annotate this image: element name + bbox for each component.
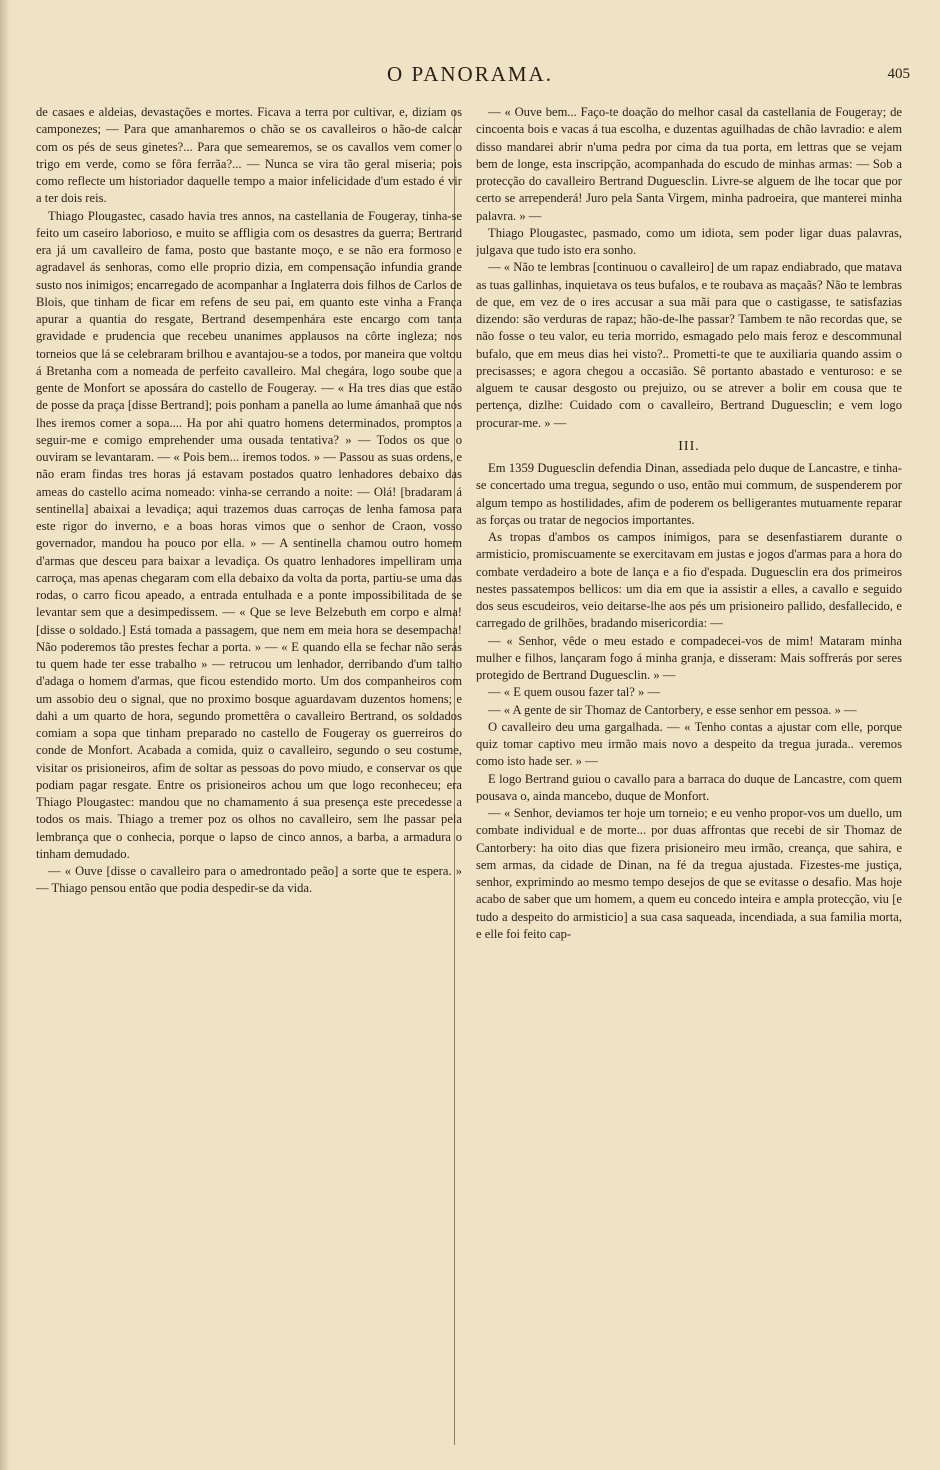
running-title: O PANORAMA. — [387, 62, 553, 86]
paragraph: de casaes e aldeias, devastações e mortes. Ficava a terra por cultivar, e, diziam os camponezes; — Para que amanharemos o chão se os cavalleiros o hão-de calcar com os pés de seus ginetes?... Para que semearemos, se os cavallos vem comer o trigo em verde, como se fôra ferrãa?... — Nunca se vira tão geral miseria; pois como reflecte um historiador daquelle tempo a maior infelicidade d'um estado é vir a ter dois reis. — [36, 105, 462, 206]
paragraph: — « Ouve [disse o cavalleiro para o amedrontado peão] a sorte que te espera. » — Thiago pensou então que podia despedir-se da vida. — [36, 864, 462, 896]
page-edge-shadow — [0, 0, 10, 1470]
paragraph: — « A gente de sir Thomaz de Cantorbery, e esse senhor em pessoa. » — — [488, 702, 857, 717]
text-columns — [36, 104, 904, 1454]
paragraph: — « E quem ousou fazer tal? » — — [488, 685, 661, 700]
paragraph: E logo Bertrand guiou o cavallo para a barraca do duque de Lancastre, com quem pousava o, ainda mancebo, duque de Monfort. — [476, 771, 902, 803]
paragraph: — « Senhor, deviamos ter hoje um torneio; e eu venho propor-vos um duello, um combate individual e de morte... por duas affrontas que recebi de sir Thomaz de Cantorbery: ha oito dias que fizera prisioneiro meu irmão, creança, que sahira, e sem armas, da cidade de Dinan, na fé da tregua ajustada. Fizestes-me justiça, senhor, exprimindo ao mesmo tempo desejos de que se evitasse o desafio. Mas hoje acabo de saber que um homem, a quem eu concedo inteira e ampla protecção, viu [e tudo a despeito do armisticio] a sua casa saqueada, incendiada, a sua familia morta, e elle foi feito cap- — [476, 806, 902, 941]
right-column — [476, 104, 902, 1454]
page-number: 405 — [887, 66, 910, 82]
paragraph: As tropas d'ambos os campos inimigos, para se desenfastiarem durante o armisticio, promiscuamente se exercitavam em justas e jogos d'armas para a hora do combate verdadeiro a bote de lança e a fio d'espada. Duguesclin era dos primeiros nestes passatempos bellicos: um dia em que ia assistir a elles, a cavallo e seguido dos seus escudeiros, veio deitarse-lhe aos pés um prisioneiro pallido, desfallecido, e carregado de grilhões, bradando misericordia: — — [476, 530, 902, 631]
left-column — [36, 104, 462, 1454]
paragraph: Em 1359 Duguesclin defendia Dinan, assediada pelo duque de Lancastre, e tinha-se concertado uma tregua, segundo o uso, então mui commum, de suspenderem por algum tempo as hostilidades, afim de poderem os belligerantes mutuamente reparar as forças ou tratar de negocios importantes. — [476, 461, 902, 527]
paragraph: — « Não te lembras [continuou o cavalleiro] de um rapaz endiabrado, que matava as tuas gallinhas, inquietava os teus bufalos, e te roubava as maçaãs? Não te lembras de que, em vez de o ires accusar a sua mãi para que o castigasse, te satisfazias dizendo: são verduras de rapaz; hão-de-lhe passar? Tambem te não recordas que, se não fosse o teu valor, eu teria morrido, esmagado pelo mais feroz e descommunal bufalo, que em meus dias hei visto?.. Prometti-te que te auxiliaria quando assim o precisasses; e agora chegou a occasião. Sê portanto abastado e venturoso: e se alguem te causar desgosto ou prejuizo, ou se atrever a bolir em cousa que te pertença, dizlhe: Cuidado com o cavalleiro, Bertrand Duguesclin; e vem logo procurar-me. » — — [476, 260, 902, 430]
paragraph: Thiago Plougastec, pasmado, como um idiota, sem poder ligar duas palavras, julgava que tudo isto era sonho. — [476, 225, 902, 257]
paragraph: O cavalleiro deu uma gargalhada. — « Tenho contas a ajustar com elle, porque quiz tomar captivo meu irmão mais novo a despeito da tregua jurada.. veremos como isto hade ser. » — — [476, 719, 902, 769]
paragraph: — « Senhor, vêde o meu estado e compadecei-vos de mim! Mataram minha mulher e filhos, lançaram fogo á minha granja, e disseram: Mais soffrerás por seres protegido de Bertrand Duguesclin. » — — [476, 633, 902, 682]
paragraph: — « Ouve bem... Faço-te doação do melhor casal da castellania de Fougeray; de cincoenta bois e vacas á tua escolha, e duzentas aguilhadas de chão lavradio: e alem disso mandarei abrir n'uma pedra por cima da tua porta, em lettras que se vejam bem de longe, esta inscripção, acompanhada do escudo de minhas armas: — Sob a protecção do cavalleiro Bertrand Duguesclin. Livre-se alguem de lhe tocar que por certo se arrependerá! Juro pela Santa Virgem, minha padroeira, que manterei minha palavra. » — — [476, 105, 902, 223]
section-heading: III. — [678, 438, 700, 454]
page-header — [30, 58, 910, 94]
paragraph: Thiago Plougastec, casado havia tres annos, na castellania de Fougeray, tinha-se feito um caseiro laborioso, e muito se affligia com os desastres da guerra; Bertrand era já um cavalleiro de fama, posto que bastante moço, e se não era formoso e agradavel ás senhoras, como elle proprio dizia, em compensação infundia grande susto nos inimigos; encarregado de acompanhar a Inglaterra dois filhos de Carlos de Blois, que tinham de ficar em refens de seu pai, em quanto este vinha a França apurar a quantia do resgate, Bertrand desempenhára este encargo com tanta gravidade e prudencia que recebeu unanimes applausos na côrte ingleza; nos torneios que lá se celebraram brilhou e avantajou-se a todos, por maneira que voltou á Bretanha com a nomeada de perfeito cavalleiro. Mal chegára, logo soube que a gente de Monfort se apossára do castello de Fougeray. — « Ha tres dias que estão de posse da praça [disse Bertrand]; pois ponham a panella ao lume ámanhaã que nós lhes iremos comer a sopa.... Ha por ahi quatro homens determinados, promptos a seguir-me e comigo emprehender uma ousada tentativa? » — Todos os que o ouviram se levantaram. — « Pois bem... iremos todos. » — Passou as suas ordens, e não eram findas tres horas já estavam postados quatro lenhadores debaixo das ameas do castello acima nomeado: vinha-se cerrando a noite: — Olá! [bradaram á sentinella] abaixai a levadiça; aqui trazemos duas carroças de lenha famosa para este rigor do inverno, e a boas horas vimos que o senhor de Craon, vosso governador, mandou ha pouco por ella. » — A sentinella chamou outro homem d'armas que desceu para baixar a levadiça. Os quatro lenhadores impelliram uma carroça, mas apenas chegaram com ella debaixo da volta da porta, partiu-se uma das rodas, o carro ficou apeado, a entrada entulhada e a ponte impossibilitada de se levantar sem que a desimpedissem. — « Que se leve Belzebuth em corpo e alma! [disse o soldado.] Está tomada a passagem, que nem em meia hora se desempacha! Não poderemos tão prestes fechar a porta. » — « E quando ella se fechar não serás tu quem hade ter esse trabalho » — retrucou um lenhador, derribando d'um talho d'adaga o homem d'armas, que ficou estendido morto. Um dos companheiros com um assobio deu o signal, que no proximo bosque aguardavam duzentos homens; e dahi a um quarto de hora, segundo promettêra o cavalleiro Bertrand, os soldados comiam a sopa que tinham preparado no castello de Fougeray os guerreiros do conde de Monfort. Acabada a comida, quiz o cavalleiro, segundo o seu costume, visitar os prisioneiros, afim de soltar as pessoas do povo miudo, e conservar os que podiam pagar resgate. Entre os prisioneiros achou um que logo reconheceu; era Thiago Plougastec: mandou que no chamamento á sua presença este precedesse a todos os mais. Thiago a tremer poz os olhos no cavalleiro, sem lhe passar pela lembrança que o conhecia, porque o lapso de cinco annos, a barba, a armadura o tinham demudado. — [36, 208, 462, 861]
